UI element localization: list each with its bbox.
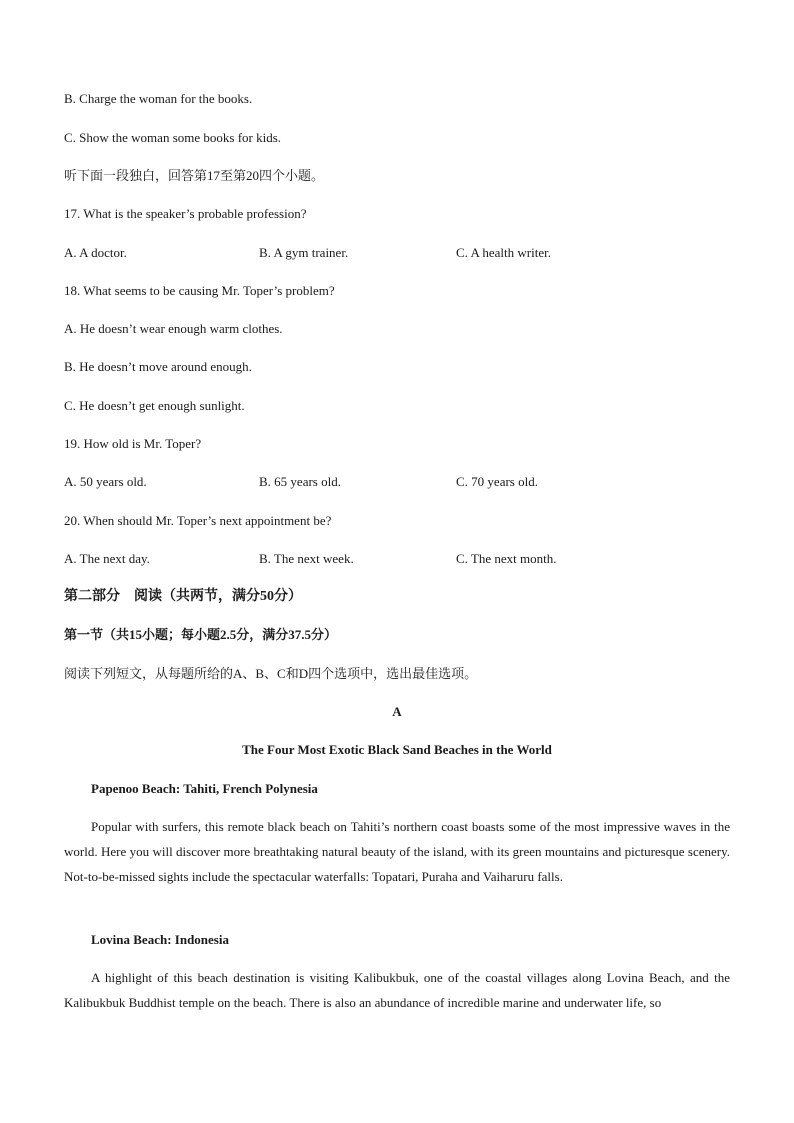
passage-title: The Four Most Exotic Black Sand Beaches in the World xyxy=(242,742,552,757)
beach2-text: A highlight of this beach destination is visiting Kalibukbuk, one of the coastal villages along Lovina Beach, and the Kalibukbuk Buddhist temple on the beach. There is also an abundance of incredible marine and underwater life, so xyxy=(64,970,730,1010)
q19-option-a: A. 50 years old. xyxy=(64,474,147,489)
q19-options xyxy=(64,473,664,491)
q20-option-c: C. The next month. xyxy=(456,551,557,566)
q19-option-c: C. 70 years old. xyxy=(456,474,538,489)
beach1-text: Popular with surfers, this remote black beach on Tahiti’s northern coast boasts some of the most impressive waves in the world. Here you will discover more breathtaking natural beauty of the island, with its green mountains and picturesque scenery. Not-to-be-missed sights include the spectacular waterfalls: Topatari, Puraha and Vaiharuru falls. xyxy=(64,819,730,884)
q17-stem: 17. What is the speaker’s probable profession? xyxy=(64,206,307,221)
q19-stem: 19. How old is Mr. Toper? xyxy=(64,436,202,451)
reading-section-title: 第一节（共15小题；每小题2.5分，满分37.5分） xyxy=(64,627,338,642)
q18-stem: 18. What seems to be causing Mr. Toper’s problem? xyxy=(64,283,335,298)
q18-option-c: C. He doesn’t get enough sunlight. xyxy=(64,398,245,413)
q20-options xyxy=(64,550,664,568)
q17-option-a: A. A doctor. xyxy=(64,245,127,260)
q17-option-c: C. A health writer. xyxy=(456,245,551,260)
q17-options xyxy=(64,244,664,262)
listening-instruction: 听下面一段独白，回答第17至第20四个小题。 xyxy=(64,168,325,183)
q20-option-b: B. The next week. xyxy=(259,551,354,566)
q20-option-a: A. The next day. xyxy=(64,551,150,566)
reading-part-title: 第二部分 阅读（共两节，满分50分） xyxy=(64,589,302,604)
q20-stem: 20. When should Mr. Toper’s next appointment be? xyxy=(64,513,332,528)
q19-option-b: B. 65 years old. xyxy=(259,474,341,489)
q16-option-c: C. Show the woman some books for kids. xyxy=(64,130,282,145)
reading-instruction: 阅读下列短文，从每题所给的A、B、C和D四个选项中，选出最佳选项。 xyxy=(64,666,478,681)
q18-option-a: A. He doesn’t wear enough warm clothes. xyxy=(64,321,283,336)
q17-option-b: B. A gym trainer. xyxy=(259,245,349,260)
q18-option-b: B. He doesn’t move around enough. xyxy=(64,359,252,374)
passage-label: A xyxy=(392,704,402,719)
q16-option-b: B. Charge the woman for the books. xyxy=(64,91,253,106)
beach2-heading: Lovina Beach: Indonesia xyxy=(91,932,229,947)
beach1-heading: Papenoo Beach: Tahiti, French Polynesia xyxy=(91,781,318,796)
